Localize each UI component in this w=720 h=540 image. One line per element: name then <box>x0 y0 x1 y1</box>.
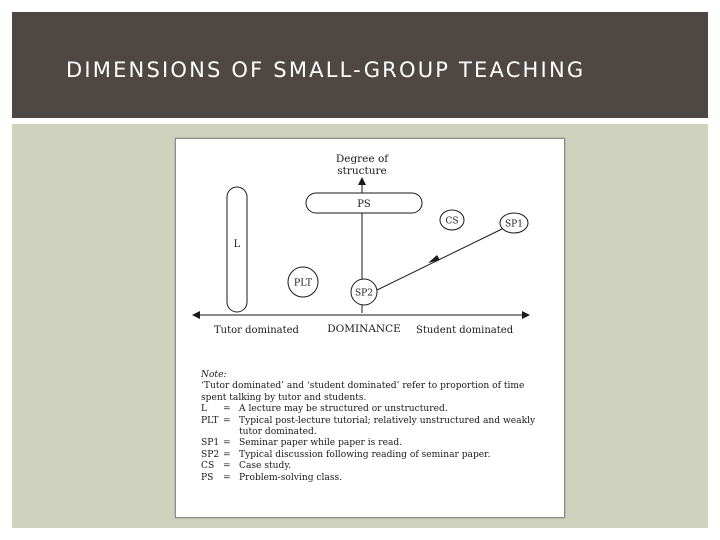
legend-abbr: SP1 <box>201 438 220 449</box>
node-plt-label: PLT <box>293 277 313 289</box>
legend-abbr: PS <box>201 472 214 483</box>
legend-list <box>201 404 551 484</box>
x-axis-arrowhead-right <box>522 311 530 319</box>
x-axis-left-label: Tutor dominated <box>214 325 299 336</box>
node-l-label: L <box>233 239 241 250</box>
legend-equals: = <box>223 461 231 472</box>
legend-equals: = <box>223 415 231 426</box>
node-sp2-label: SP2 <box>355 288 373 299</box>
note-intro: ‘Tutor dominated’ and ‘student dominated’ refer to proportion of time spent talking by tutor and students. <box>201 381 525 403</box>
y-axis-arrowhead <box>358 177 366 185</box>
y-axis-label-line2: structure <box>337 165 387 177</box>
legend-description: Typical post-lecture tutorial; relatively unstructured and weakly tutor dominated. <box>239 415 536 438</box>
legend-row <box>201 416 551 439</box>
node-cs-label: CS <box>445 216 459 227</box>
x-axis-right-label: Student dominated <box>416 325 514 336</box>
legend-equals: = <box>223 449 231 460</box>
node-sp1-label: SP1 <box>505 219 523 230</box>
legend-description: Seminar paper while paper is read. <box>239 438 403 449</box>
legend-description: Case study. <box>239 461 292 472</box>
legend-abbr: SP2 <box>201 449 220 460</box>
slide-title: DIMENSIONS OF SMALL-GROUP TEACHING <box>66 58 586 82</box>
legend-description: Typical discussion following reading of seminar paper. <box>239 449 491 460</box>
legend-description: A lecture may be structured or unstructured. <box>239 404 448 415</box>
y-axis-label-line1: Degree of <box>335 153 389 165</box>
legend-row <box>201 438 551 449</box>
legend-row <box>201 404 551 415</box>
note-label: Note: <box>201 370 227 380</box>
legend-row <box>201 450 551 461</box>
legend-abbr: PLT <box>201 415 219 426</box>
notes-block <box>201 370 551 484</box>
legend-equals: = <box>223 438 231 449</box>
x-axis-center-label: DOMINANCE <box>327 323 401 335</box>
node-ps-label: PS <box>357 199 371 210</box>
legend-description: Problem-solving class. <box>239 472 343 483</box>
legend-equals: = <box>223 404 231 415</box>
legend-equals: = <box>223 472 231 483</box>
legend-abbr: CS <box>201 461 215 472</box>
legend-row <box>201 461 551 472</box>
x-axis-arrowhead-left <box>192 311 200 319</box>
legend-row <box>201 473 551 484</box>
legend-abbr: L <box>201 404 208 415</box>
